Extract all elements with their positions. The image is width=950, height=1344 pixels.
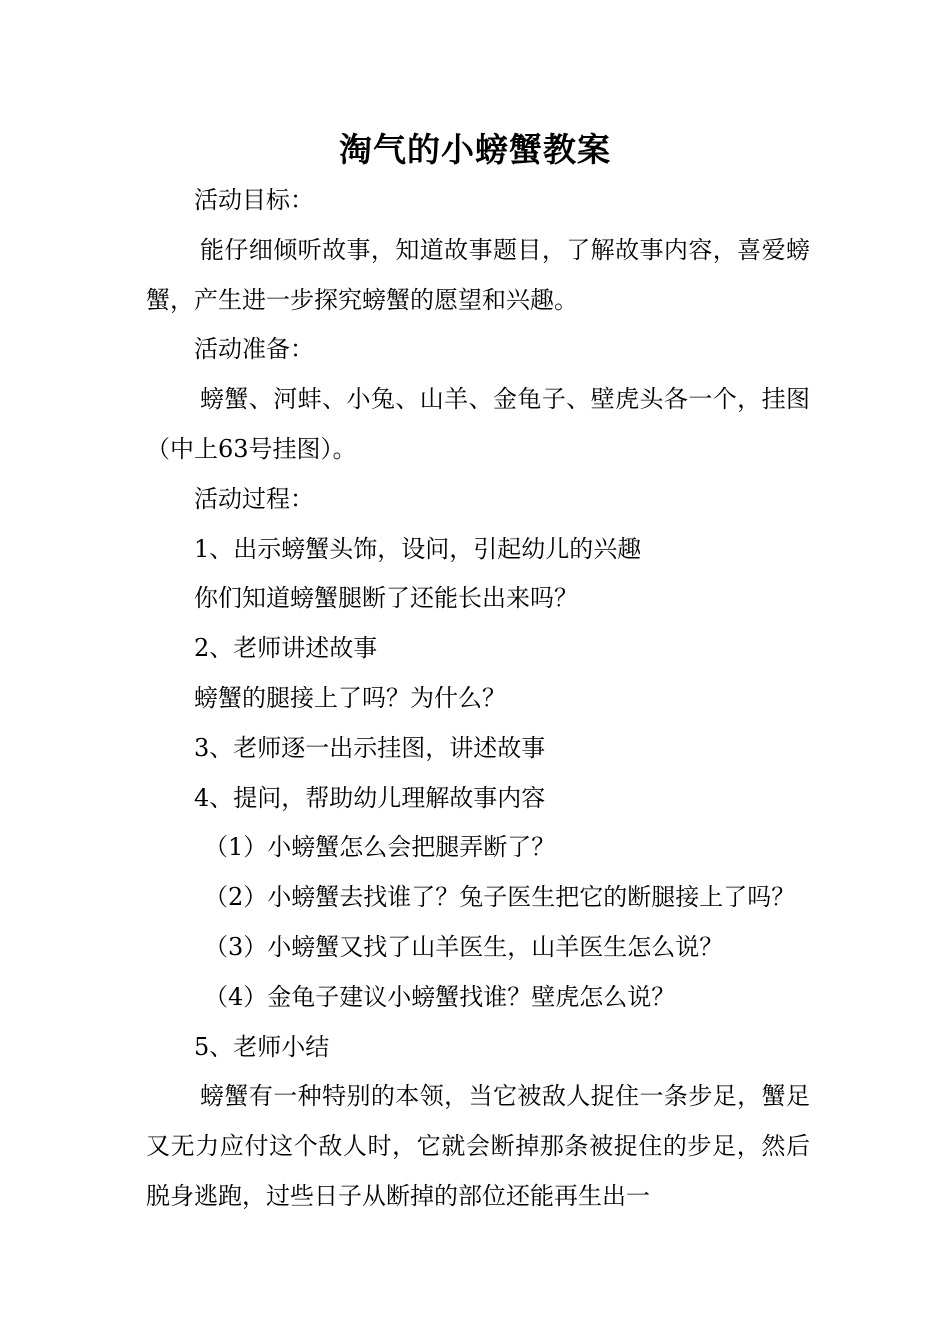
step-1-question: 你们知道螃蟹腿断了还能长出来吗？ bbox=[194, 584, 578, 613]
question-1: （1）小螃蟹怎么会把腿弄断了？ bbox=[204, 833, 556, 862]
step-2-question: 螃蟹的腿接上了吗？为什么？ bbox=[194, 683, 506, 712]
step-4: 4、提问，帮助幼儿理解故事内容 bbox=[194, 783, 546, 812]
question-4: （4）金龟子建议小螃蟹找谁？壁虎怎么说？ bbox=[204, 982, 676, 1011]
prep-paragraph: 螃蟹、河蚌、小兔、山羊、金龟子、壁虎头各一个，挂图（中上63号挂图）。 bbox=[146, 385, 810, 463]
page-title: 淘气的小螃蟹教案 bbox=[339, 130, 611, 169]
step-2: 2、老师讲述故事 bbox=[194, 634, 378, 663]
step-5: 5、老师小结 bbox=[194, 1032, 330, 1061]
goal-heading: 活动目标： bbox=[194, 186, 314, 214]
summary-paragraph: 螃蟹有一种特别的本领，当它被敌人捉住一条步足，蟹足又无力应付这个敌人时，它就会断掉那条被捉住的步足，然后脱身逃跑，过些日子从断掉的部位还能再生出一 bbox=[146, 1082, 810, 1210]
question-2: （2）小螃蟹去找谁了？兔子医生把它的断腿接上了吗？ bbox=[204, 883, 796, 912]
step-3: 3、老师逐一出示挂图，讲述故事 bbox=[194, 733, 546, 762]
process-heading: 活动过程： bbox=[194, 484, 314, 513]
goal-paragraph: 能仔细倾听故事，知道故事题目，了解故事内容，喜爱螃蟹，产生进一步探究螃蟹的愿望和兴趣。 bbox=[146, 235, 810, 314]
document-body bbox=[146, 176, 810, 1222]
step-1: 1、出示螃蟹头饰，设问，引起幼儿的兴趣 bbox=[194, 534, 642, 563]
prep-heading: 活动准备： bbox=[194, 335, 314, 364]
question-3: （3）小螃蟹又找了山羊医生，山羊医生怎么说？ bbox=[204, 932, 724, 961]
